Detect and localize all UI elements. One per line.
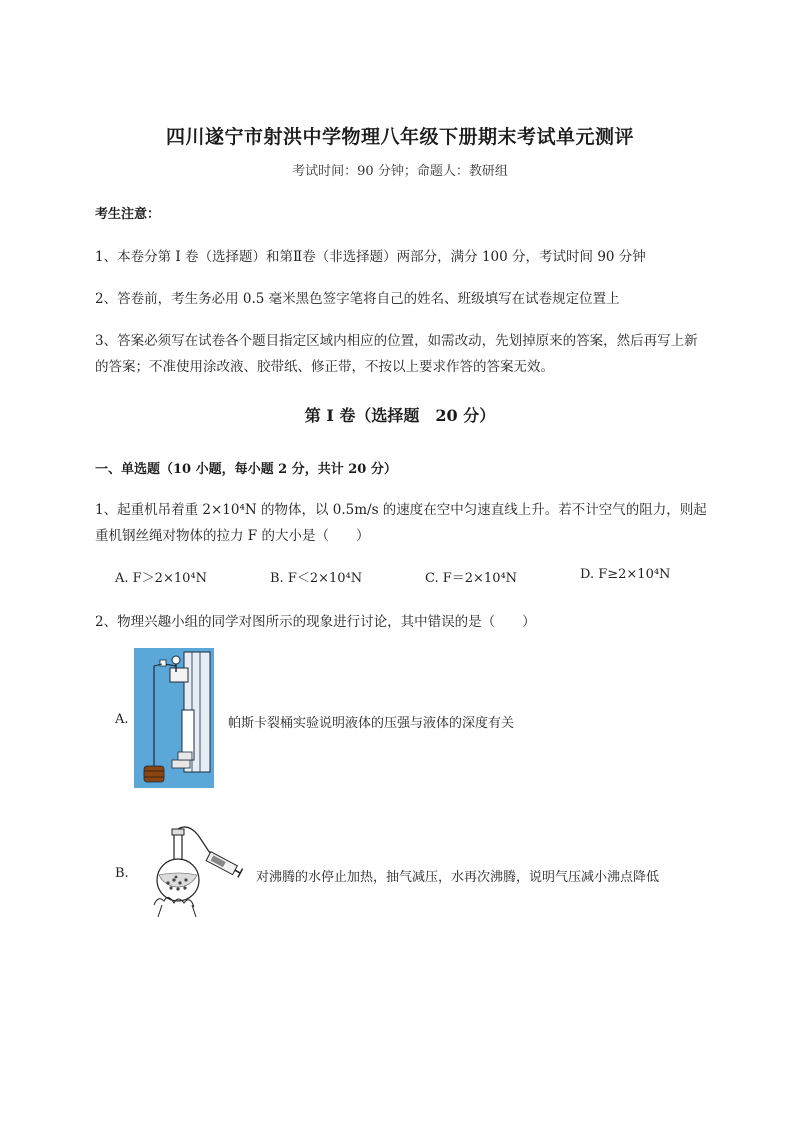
part-heading: 一、单选题（10 小题，每小题 2 分，共计 20 分） — [95, 462, 397, 477]
q1-option-d: D. F≥2×10⁴N — [580, 567, 671, 582]
notice-heading: 考生注意： — [95, 207, 161, 222]
q2-option-a-text: 帕斯卡裂桶实验说明液体的压强与液体的深度有关 — [228, 716, 515, 731]
notice-item-3-cont: 的答案；不准使用涂改液、胶带纸、修正带，不按以上要求作答的答案无效。 — [95, 359, 554, 375]
page-title: 四川遂宁市射洪中学物理八年级下册期末考试单元测评 — [165, 126, 634, 148]
page-subtitle: 考试时间：90 分钟；命题人：教研组 — [292, 164, 508, 179]
q2-option-b-text: 对沸腾的水停止加热，抽气减压，水再次沸腾，说明气压减小沸点降低 — [256, 870, 660, 885]
pascal-barrel-figure — [134, 648, 214, 788]
notice-item-2: 2、答卷前，考生务必用 0.5 毫米黑色签字笔将自己的姓名、班级填写在试卷规定位置上 — [95, 291, 620, 307]
flask-syringe-figure — [148, 825, 243, 920]
q2-option-b-label: B. — [115, 866, 129, 881]
notice-item-3: 3、答案必须写在试卷各个题目指定区域内相应的位置，如需改动，先划掉原来的答案，然后再写上新 — [95, 333, 698, 349]
q2-stem: 2、物理兴趣小组的同学对图所示的现象进行讨论，其中错误的是（ ） — [95, 614, 536, 630]
q2-option-a-label: A. — [115, 712, 129, 727]
notice-item-1: 1、本卷分第 I 卷（选择题）和第Ⅱ卷（非选择题）两部分，满分 100 分，考试时间 90 分钟 — [95, 249, 646, 265]
q1-option-c: C. F＝2×10⁴N — [425, 571, 518, 586]
q1-option-a: A. F＞2×10⁴N — [115, 571, 207, 586]
q1-stem-line1: 1、起重机吊着重 2×10⁴N 的物体，以 0.5m/s 的速度在空中匀速直线上升。若不计空气的阻力，则起 — [95, 502, 707, 518]
section-title: 第 I 卷（选择题 20 分） — [304, 406, 496, 425]
q1-option-b: B. F＜2×10⁴N — [270, 571, 363, 586]
q1-stem-line2: 重机钢丝绳对物体的拉力 F 的大小是（ ） — [95, 528, 370, 544]
